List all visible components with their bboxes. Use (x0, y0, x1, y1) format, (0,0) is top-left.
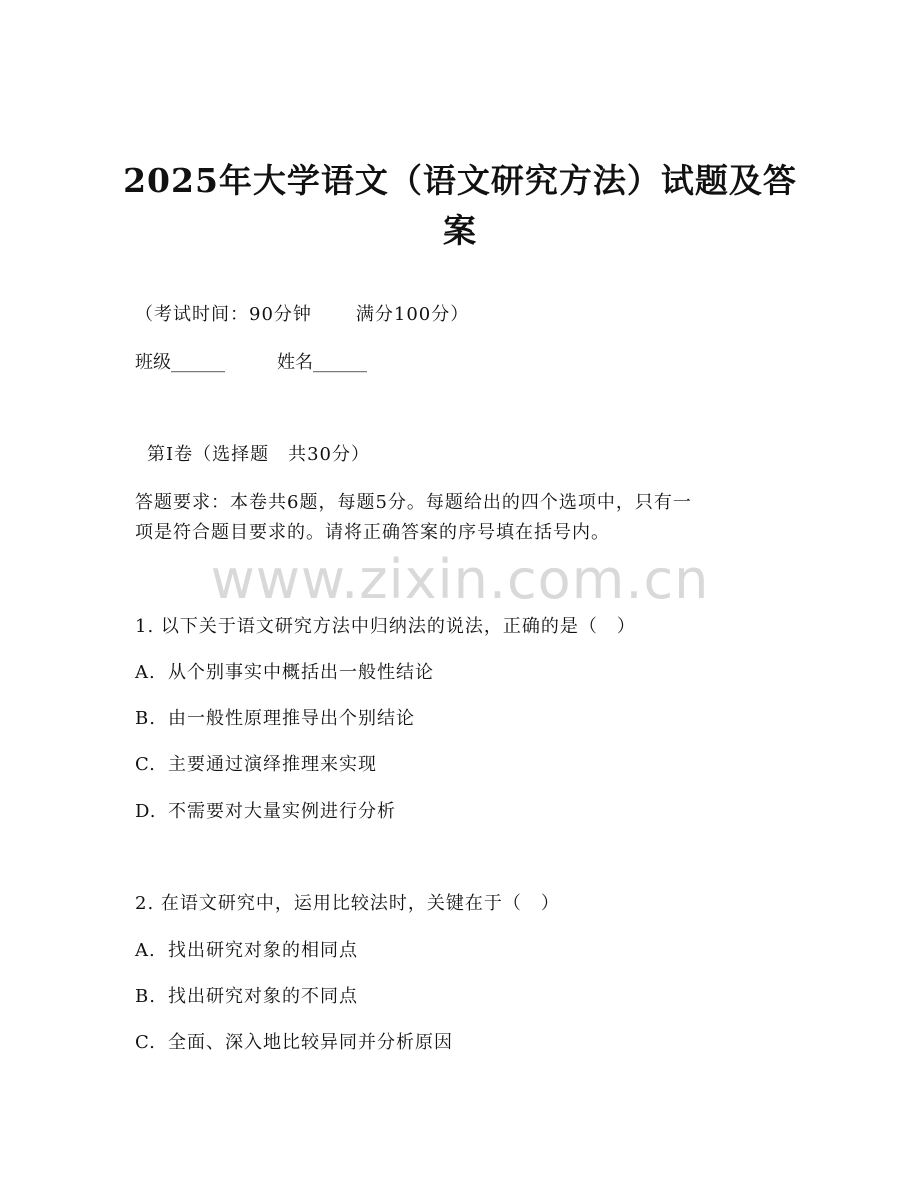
option-label: A. (135, 940, 156, 961)
question-2-option-a[interactable] (135, 936, 358, 962)
document-title-line-2: 案 (443, 211, 477, 250)
option-label: C. (135, 1032, 156, 1053)
question-1-option-d[interactable] (135, 797, 396, 823)
exam-score: 满分100分） (355, 304, 470, 325)
section-heading: 第Ⅰ卷（选择题 共30分） (147, 444, 371, 465)
question-1-option-b[interactable] (135, 704, 415, 730)
question-2-option-b[interactable] (135, 982, 358, 1008)
option-label: D. (135, 801, 157, 822)
exam-time: （考试时间：90分钟 (135, 304, 312, 325)
student-info (135, 348, 367, 374)
option-text: 由一般性原理推导出个别结论 (168, 708, 415, 729)
exam-info (135, 300, 469, 326)
class-field[interactable]: 班级______ (135, 352, 225, 373)
option-label: B. (135, 986, 156, 1007)
question-2-option-c[interactable] (135, 1028, 453, 1054)
option-text: 全面、深入地比较异同并分析原因 (168, 1032, 453, 1053)
option-text: 不需要对大量实例进行分析 (168, 801, 396, 822)
watermark-text: www.zixin.com.cn (210, 548, 710, 611)
option-label: A. (135, 662, 156, 683)
option-label: B. (135, 708, 156, 729)
question-1-stem: 1. 以下关于语文研究方法中归纳法的说法，正确的是（ ） (135, 616, 636, 637)
question-1-option-a[interactable] (135, 658, 434, 684)
option-text: 找出研究对象的相同点 (168, 940, 358, 961)
instructions-line-1: 答题要求：本卷共6题，每题5分。每题给出的四个选项中，只有一 (135, 492, 692, 513)
document-title-line-1: 2025年大学语文（语文研究方法）试题及答 (123, 161, 797, 200)
option-text: 找出研究对象的不同点 (168, 986, 358, 1007)
question-2-stem: 2. 在语文研究中，运用比较法时，关键在于（ ） (135, 893, 560, 914)
instructions-line-2: 项是符合题目要求的。请将正确答案的序号填在括号内。 (135, 522, 610, 543)
question-1-option-c[interactable] (135, 750, 377, 776)
option-label: C. (135, 754, 156, 775)
name-field[interactable]: 姓名______ (277, 352, 367, 373)
option-text: 从个别事实中概括出一般性结论 (168, 662, 434, 683)
option-text: 主要通过演绎推理来实现 (168, 754, 377, 775)
